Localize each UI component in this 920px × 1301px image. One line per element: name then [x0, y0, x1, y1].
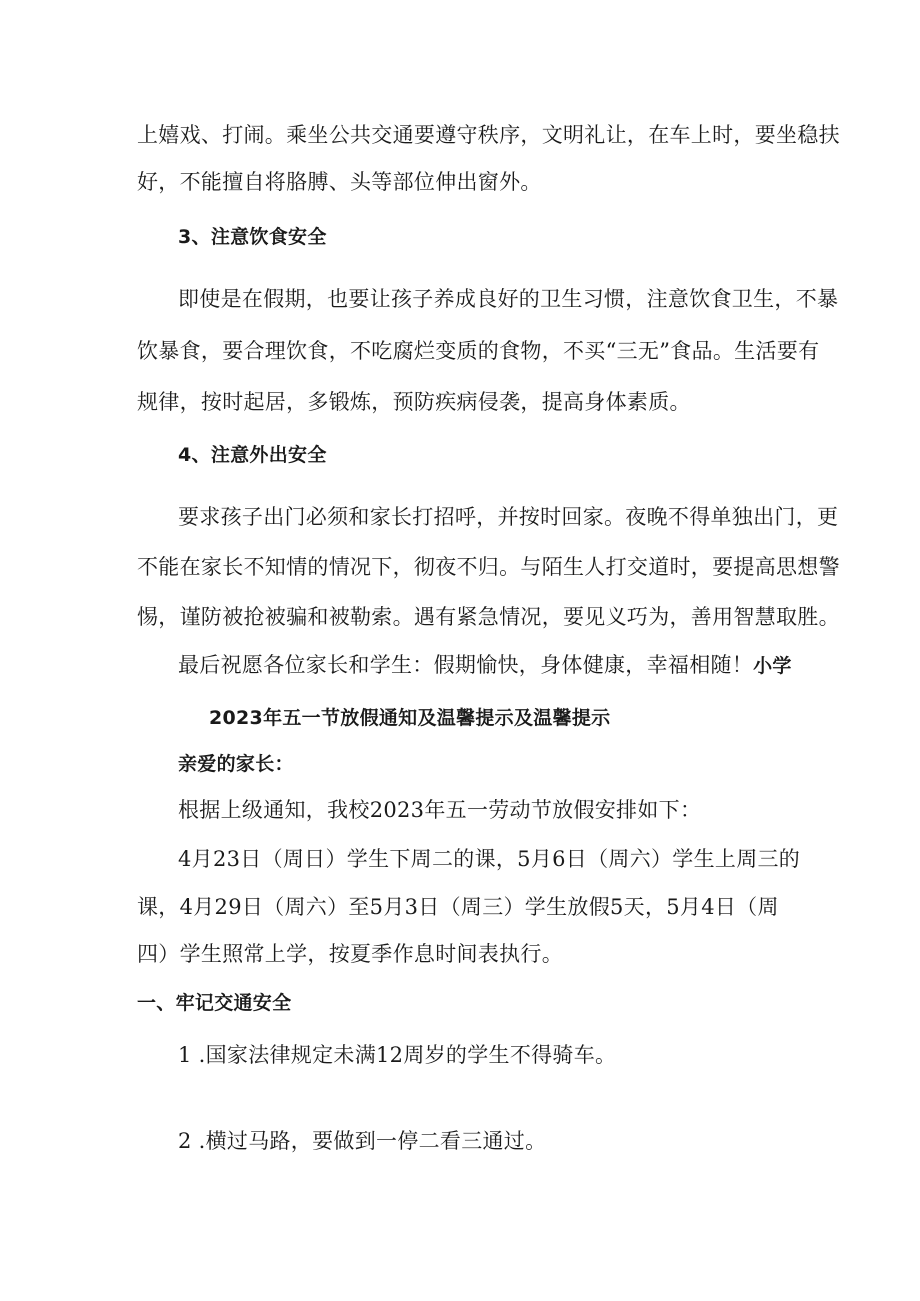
body-text-line: 上嬉戏、打闹。乘坐公共交通要遵守秩序，文明礼让，在车上时，要坐稳扶: [137, 123, 840, 147]
body-text-line: 不能在家长不知情的情况下，彻夜不归。与陌生人打交道时，要提高思想警: [137, 555, 840, 579]
section-heading: 一、牢记交通安全: [137, 992, 292, 1014]
body-text-line: 惕，谨防被抢被骗和被勒索。遇有紧急情况，要见义巧为，善用智慧取胜。: [137, 605, 840, 629]
body-text-line: 好，不能擅自将胳膊、头等部位伸出窗外。: [137, 170, 542, 194]
body-text-line: 即使是在假期，也要让孩子养成良好的卫生习惯，注意饮食卫生，不暴: [178, 287, 839, 311]
closing-wish-text: 最后祝愿各位家长和学生：假期愉快，身体健康，幸福相随！: [178, 653, 754, 677]
body-text-line: 要求孩子出门必须和家长打招呼，并按时回家。夜晚不得单独出门，更: [178, 505, 839, 529]
notice-title: 2023年五一节放假通知及温馨提示及温馨提示: [209, 707, 611, 729]
list-item: 1 .国家法律规定未满12周岁的学生不得骑车。: [178, 1043, 617, 1067]
body-text-line: 课，4月29日（周六）至5月3日（周三）学生放假5天，5月4日（周: [137, 895, 779, 919]
body-text-line: 4月23日（周日）学生下周二的课，5月6日（周六）学生上周三的: [178, 847, 801, 871]
section-heading: 3、注意饮食安全: [178, 226, 327, 248]
body-text-line: 根据上级通知，我校2023年五一劳动节放假安排如下：: [178, 798, 702, 822]
body-text-line: 四）学生照常上学，按夏季作息时间表执行。: [137, 942, 563, 966]
list-item: 2 .横过马路，要做到一停二看三通过。: [178, 1129, 547, 1153]
body-text-line: 规律，按时起居，多锻炼，预防疾病侵袭，提高身体素质。: [137, 390, 691, 414]
section-heading: 4、注意外出安全: [178, 444, 327, 466]
salutation: 亲爱的家长：: [178, 753, 294, 775]
closing-wish: [178, 651, 792, 680]
school-name-fragment: 小学: [753, 655, 792, 677]
body-text-line: 饮暴食，要合理饮食，不吃腐烂变质的食物，不买“三无”食品。生活要有: [137, 339, 820, 363]
